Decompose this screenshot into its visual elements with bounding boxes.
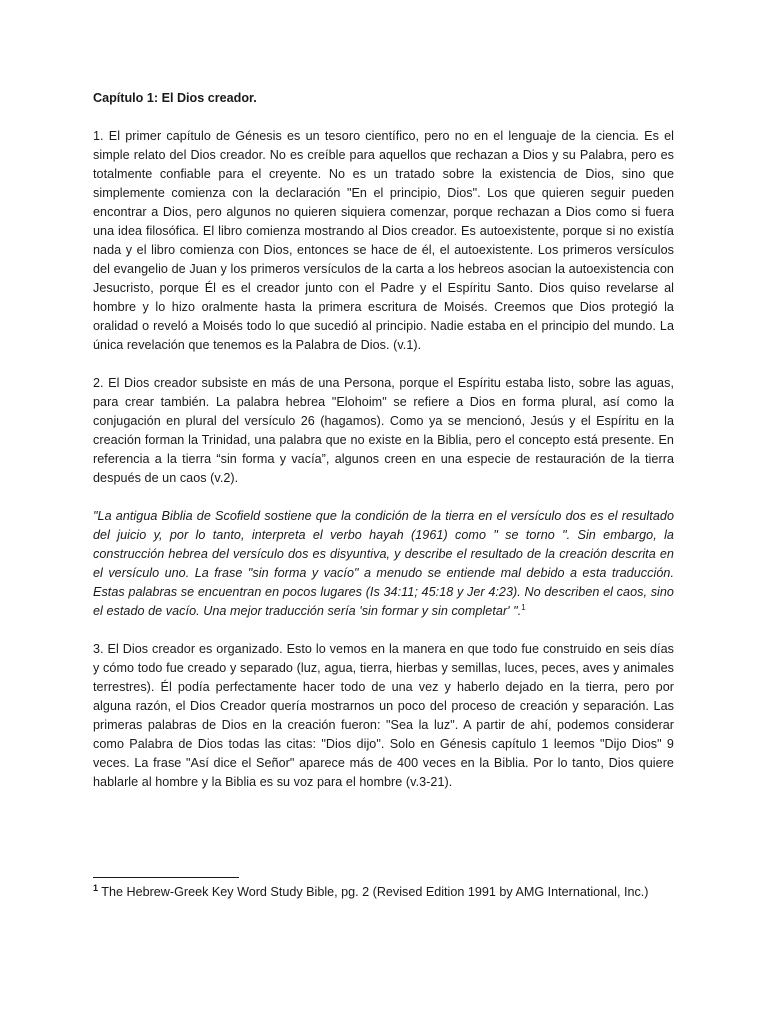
footnote [93,883,674,902]
paragraph-2: 2. El Dios creador subsiste en más de una Persona, porque el Espíritu estaba listo, sobre las aguas, para crear también. La palabra hebrea "Elohoim" se refiere a Dios en forma plural, así como la conjugación en plural del versículo 26 (hagamos). Como ya se mencionó, Jesús y el Espíritu en la creación forman la Trinidad, una palabra que no existe en la Biblia, pero el concepto está presente. En referencia a la tierra “sin forma y vacía”, algunos creen en una especie de restauración de la tierra después de un caos (v.2). [93,376,674,485]
footnote-reference[interactable]: 1 [521,602,526,612]
footnote-text: The Hebrew-Greek Key Word Study Bible, pg. 2 (Revised Edition 1991 by AMG International, Inc.) [98,885,649,899]
paragraph-1: 1. El primer capítulo de Génesis es un tesoro científico, pero no en el lenguaje de la ciencia. Es el simple relato del Dios creador. No es creíble para aquellos que rechazan a Dios y su Palabra, pero es totalmente confiable para el creyente. No es un tratado sobre la existencia de Dios, sino que simplemente comienza con la declaración "En el principio, Dios". Los que quieren seguir pueden encontrar a Dios, pero algunos no quieren siquiera comenzar, porque rechazan a Dios como si fuera una idea filosófica. El libro comienza mostrando al Dios creador. Es autoexistente, porque si no existía nada y el libro comienza con Dios, entonces se hace de él, el autoexistente. Los primeros versículos del evangelio de Juan y los primeros versículos de la carta a los hebreos asocian la autoexistencia con Jesucristo, porque Él es el creador junto con el Padre y el Espíritu Santo. Dios quiso revelarse al hombre y lo hizo oralmente hasta la primera escritura de Moisés. Creemos que Dios protegió la oralidad o reveló a Moisés todo lo que sucedió al principio. Nadie estaba en el principio del mundo. La única revelación que tenemos es la Palabra de Dios. (v.1). [93,129,674,352]
document-body [93,89,674,811]
quote-text: "La antigua Biblia de Scofield sostiene que la condición de la tierra en el versículo dos es el resultado del juicio y, por lo tanto, interpreta el verbo hayah (1961) como " se torno ". Sin embargo, la construcción hebrea del versículo dos es disyuntiva, y describe el resultado de la creación descrita en el versículo uno. La frase "sin forma y vacío" a menudo se entiende mal debido a esta traducción. Estas palabras se encuentran en pocos lugares (Is 34:11; 45:18 y Jer 4:23). No describen el caos, sino el estado de vacío. Una mejor traducción sería 'sin formar y sin completar' ". [93,509,674,618]
scofield-quote [93,507,674,621]
footnote-marker: 1 [93,882,99,893]
paragraph-3: 3. El Dios creador es organizado. Esto lo vemos en la manera en que todo fue construido en seis días y cómo todo fue creado y separado (luz, agua, tierra, hierbas y semillas, luces, peces, aves y animales terrestres). Él podía perfectamente hacer todo de una vez y haberlo dejado en la tierra, pero por alguna razón, el Dios Creador quería mostrarnos un poco del proceso de creación y separación. Las primeras palabras de Dios en la creación fueron: "Sea la luz". A partir de ahí, podemos considerar como Palabra de Dios todas las citas: "Dios dijo". Solo en Génesis capítulo 1 leemos "Dijo Dios" 9 veces. La frase "Así dice el Señor" aparece más de 400 veces en la Biblia. Por lo tanto, Dios quiere hablarle al hombre y la Biblia es su voz para el hombre (v.3-21). [93,642,674,789]
footnote-divider [93,877,239,878]
chapter-title: Capítulo 1: El Dios creador. [93,91,257,105]
